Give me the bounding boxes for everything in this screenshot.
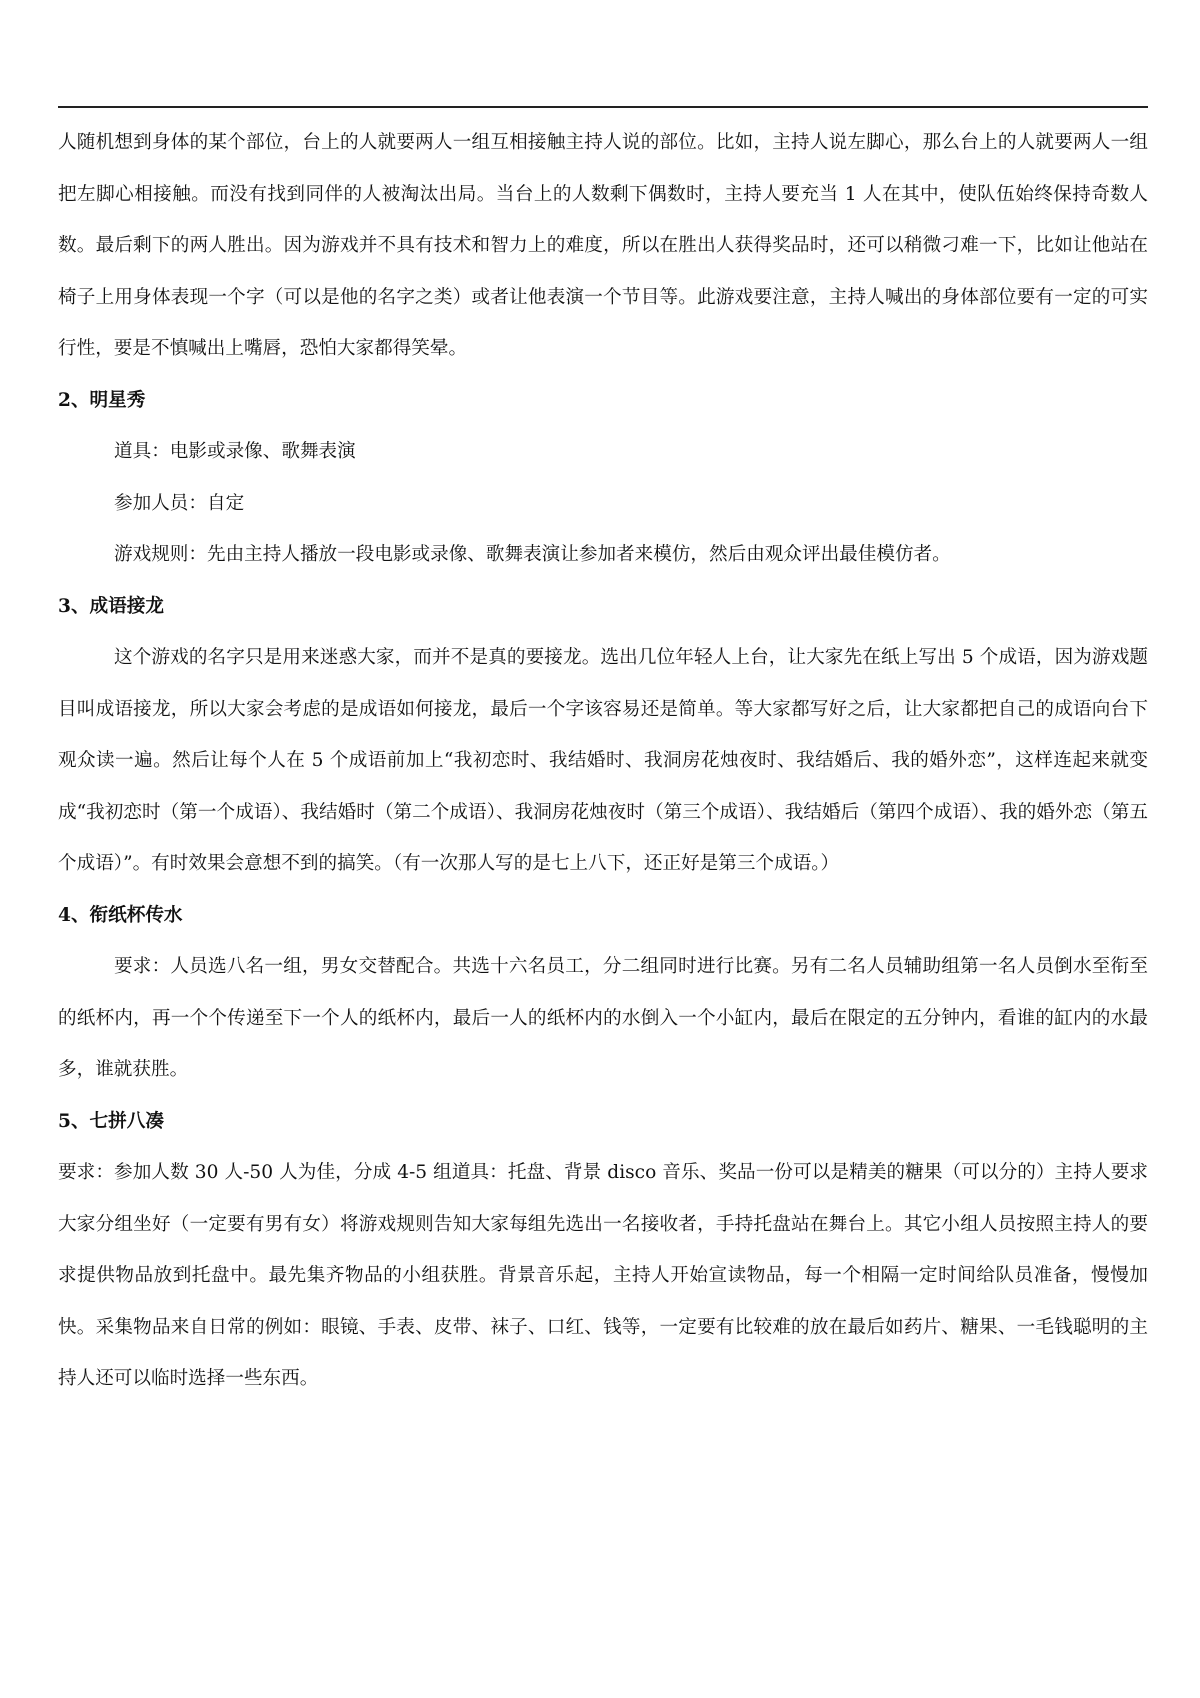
paragraph-idiom-chain: 这个游戏的名字只是用来迷惑大家，而并不是真的要接龙。选出几位年轻人上台，让大家先在纸上写出 5 个成语，因为游戏题目叫成语接龙，所以大家会考虑的是成语如何接龙，最后一个字该容易还是简单。等大家都写好之后，让大家都把自己的成语向台下观众读一遍。然后让每个人在 5 个成语前加上“我初恋时、我结婚时、我洞房花烛夜时、我结婚后、我的婚外恋”，这样连起来就变成“我初恋时（第一个成语）、我结婚时（第二个成语）、我洞房花烛夜时（第三个成语）、我结婚后（第四个成语）、我的婚外恋（第五个成语）”。有时效果会意想不到的搞笑。（有一次那人写的是七上八下，还正好是第三个成语。） [58,647,1148,874]
paragraph-scavenger: 要求：参加人数 30 人-50 人为佳，分成 4-5 组道具：托盘、背景 disco 音乐、奖品一份可以是精美的糖果（可以分的）主持人要求大家分组坐好（一定要有男有女）将游戏规则告知大家每组先选出一名接收者，手持托盘站在舞台上。其它小组人员按照主持人的要求提供物品放到托盘中。最先集齐物品的小组获胜。背景音乐起，主持人开始宣读物品，每一个相隔一定时间给队员准备，慢慢加快。采集物品来自日常的例如：眼镜、手表、皮带、袜子、口红、钱等，一定要有比较难的放在最后如药片、糖果、一毛钱聪明的主持人还可以临时选择一些东西。 [58,1162,1148,1389]
paragraph-cup-water: 要求：人员选八名一组，男女交替配合。共选十六名员工，分二组同时进行比赛。另有二名人员辅助组第一名人员倒水至衔至的纸杯内，再一个个传递至下一个人的纸杯内，最后一人的纸杯内的水倒入一个小缸内，最后在限定的五分钟内，看谁的缸内的水最多，谁就获胜。 [58,956,1148,1080]
document-body [58,117,1148,1405]
section-heading-star-show: 2、明星秀 [58,389,146,411]
section-heading-idiom-chain: 3、成语接龙 [58,595,164,617]
header-rule [58,106,1148,108]
paragraph-props: 道具：电影或录像、歌舞表演 [114,441,356,462]
section-heading-cup-water: 4、衔纸杯传水 [58,904,183,926]
paragraph-participants: 参加人员：自定 [114,492,245,514]
paragraph-rules: 游戏规则：先由主持人播放一段电影或录像、歌舞表演让参加者来模仿，然后由观众评出最佳模仿者。 [114,544,951,565]
paragraph-continued: 人随机想到身体的某个部位，台上的人就要两人一组互相接触主持人说的部位。比如，主持人说左脚心，那么台上的人就要两人一组把左脚心相接触。而没有找到同伴的人被淘汰出局。当台上的人数剩下偶数时，主持人要充当 1 人在其中，使队伍始终保持奇数人数。最后剩下的两人胜出。因为游戏并不具有技术和智力上的难度，所以在胜出人获得奖品时，还可以稍微刁难一下，比如让他站在椅子上用身体表现一个字（可以是他的名字之类）或者让他表演一个节目等。此游戏要注意，主持人喊出的身体部位要有一定的可实行性，要是不慎喊出上嘴唇，恐怕大家都得笑晕。 [58,132,1148,359]
section-heading-scavenger: 5、七拼八凑 [58,1110,164,1132]
